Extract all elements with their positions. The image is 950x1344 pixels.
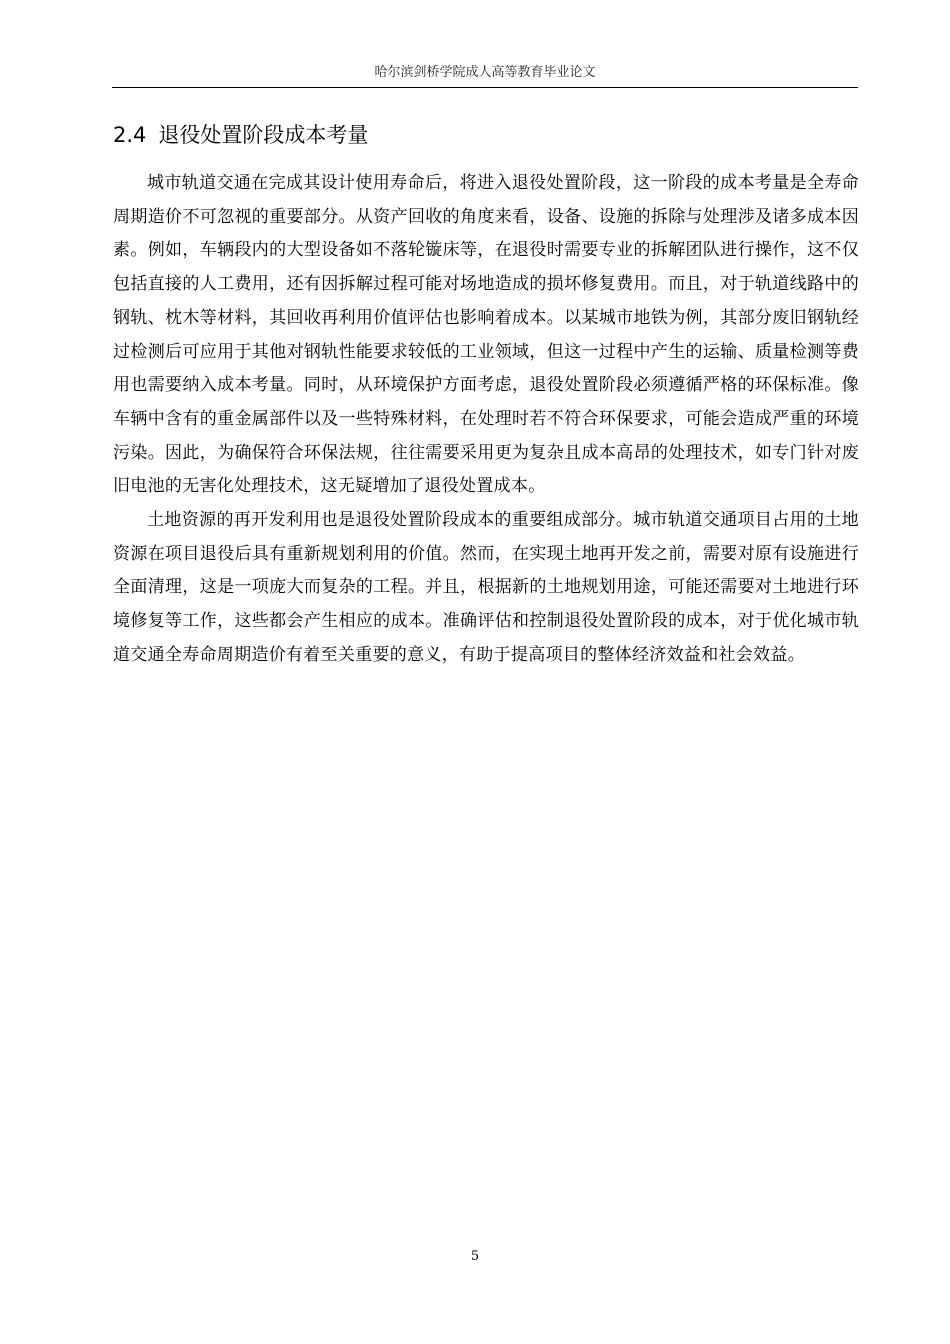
section-number: 2.4 [113, 123, 147, 147]
body-text [113, 167, 859, 673]
paragraph-1: 城市轨道交通在完成其设计使用寿命后，将进入退役处置阶段，这一阶段的成本考量是全寿命周期造价不可忽视的重要部分。从资产回收的角度来看，设备、设施的拆除与处理涉及诸多成本因素。例如，车辆段内的大型设备如不落轮镟床等，在退役时需要专业的拆解团队进行操作，这不仅包括直接的人工费用，还有因拆解过程可能对场地造成的损坏修复费用。而且，对于轨道线路中的钢轨、枕木等材料，其回收再利用价值评估也影响着成本。以某城市地铁为例，其部分废旧钢轨经过检测后可应用于其他对钢轨性能要求较低的工业领域，但这一过程中产生的运输、质量检测等费用也需要纳入成本考量。同时，从环境保护方面考虑，退役处置阶段必须遵循严格的环保标准。像车辆中含有的重金属部件以及一些特殊材料，在处理时若不符合环保要求，可能会造成严重的环境污染。因此，为确保符合环保法规，往往需要采用更为复杂且成本高昂的处理技术，如专门针对废旧电池的无害化处理技术，这无疑增加了退役处置成本。 [113, 173, 859, 497]
paragraph-2: 土地资源的再开发利用也是退役处置阶段成本的重要组成部分。城市轨道交通项目占用的土地资源在项目退役后具有重新规划利用的价值。然而，在实现土地再开发之前，需要对原有设施进行全面清理，这是一项庞大而复杂的工程。并且，根据新的土地规划用途，可能还需要对土地进行环境修复等工作，这些都会产生相应的成本。准确评估和控制退役处置阶段的成本，对于优化城市轨道交通全寿命周期造价有着至关重要的意义，有助于提高项目的整体经济效益和社会效益。 [113, 510, 859, 665]
section-heading [113, 120, 368, 150]
running-header: 哈尔滨剑桥学院成人高等教育毕业论文 [374, 65, 596, 80]
page-number: 5 [470, 1249, 480, 1264]
section-title: 退役处置阶段成本考量 [158, 123, 369, 147]
header-rule [112, 87, 858, 88]
